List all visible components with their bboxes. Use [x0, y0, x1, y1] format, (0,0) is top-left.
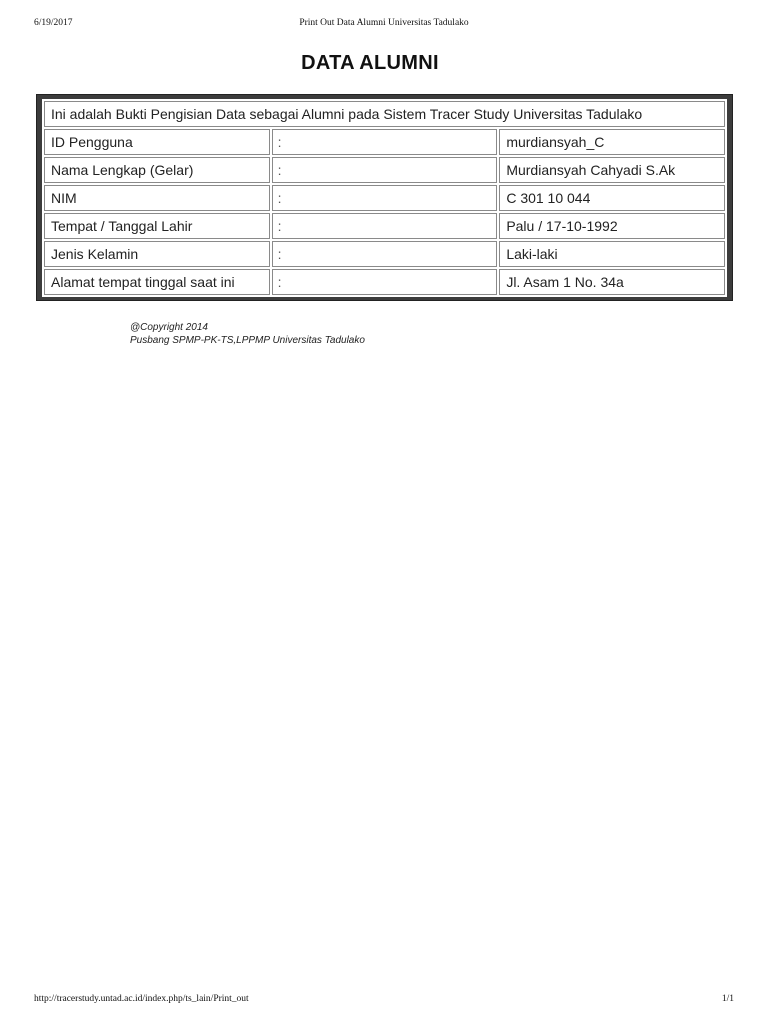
row-value: C 301 10 044: [499, 185, 725, 211]
alumni-data-frame: [36, 94, 733, 301]
table-row: [44, 241, 725, 267]
table-row: [44, 157, 725, 183]
table-row: [44, 185, 725, 211]
row-separator: :: [272, 129, 498, 155]
intro-text: Ini adalah Bukti Pengisian Data sebagai Alumni pada Sistem Tracer Study Universitas Tadulako: [44, 101, 725, 127]
row-separator: :: [272, 241, 498, 267]
page-title: DATA ALUMNI: [301, 52, 439, 74]
table-row: [44, 129, 725, 155]
row-value: Laki-laki: [499, 241, 725, 267]
row-value: Jl. Asam 1 No. 34a: [499, 269, 725, 295]
row-separator: :: [272, 185, 498, 211]
page-number: 1/1: [721, 994, 734, 1004]
print-header: [34, 18, 734, 30]
print-date: 6/19/2017: [34, 18, 73, 28]
row-label: Tempat / Tanggal Lahir: [44, 213, 270, 239]
row-label: Nama Lengkap (Gelar): [44, 157, 270, 183]
print-footer: [34, 994, 734, 1006]
copyright-notice: [130, 321, 365, 347]
row-label: ID Pengguna: [44, 129, 270, 155]
row-separator: :: [272, 213, 498, 239]
print-document-title: Print Out Data Alumni Universitas Tadulako: [299, 18, 469, 28]
table-row: [44, 269, 725, 295]
alumni-data-table: [42, 99, 727, 297]
row-label: Jenis Kelamin: [44, 241, 270, 267]
row-separator: :: [272, 157, 498, 183]
row-value: Palu / 17-10-1992: [499, 213, 725, 239]
row-label: NIM: [44, 185, 270, 211]
print-url: http://tracerstudy.untad.ac.id/index.php/ts_lain/Print_out: [34, 994, 249, 1004]
copyright-organization: Pusbang SPMP-PK-TS,LPPMP Universitas Tadulako: [130, 335, 365, 346]
copyright-line: @Copyright 2014: [130, 322, 208, 333]
row-label: Alamat tempat tinggal saat ini: [44, 269, 270, 295]
table-row: [44, 213, 725, 239]
intro-row: [44, 101, 725, 127]
row-separator: :: [272, 269, 498, 295]
row-value: murdiansyah_C: [499, 129, 725, 155]
row-value: Murdiansyah Cahyadi S.Ak: [499, 157, 725, 183]
